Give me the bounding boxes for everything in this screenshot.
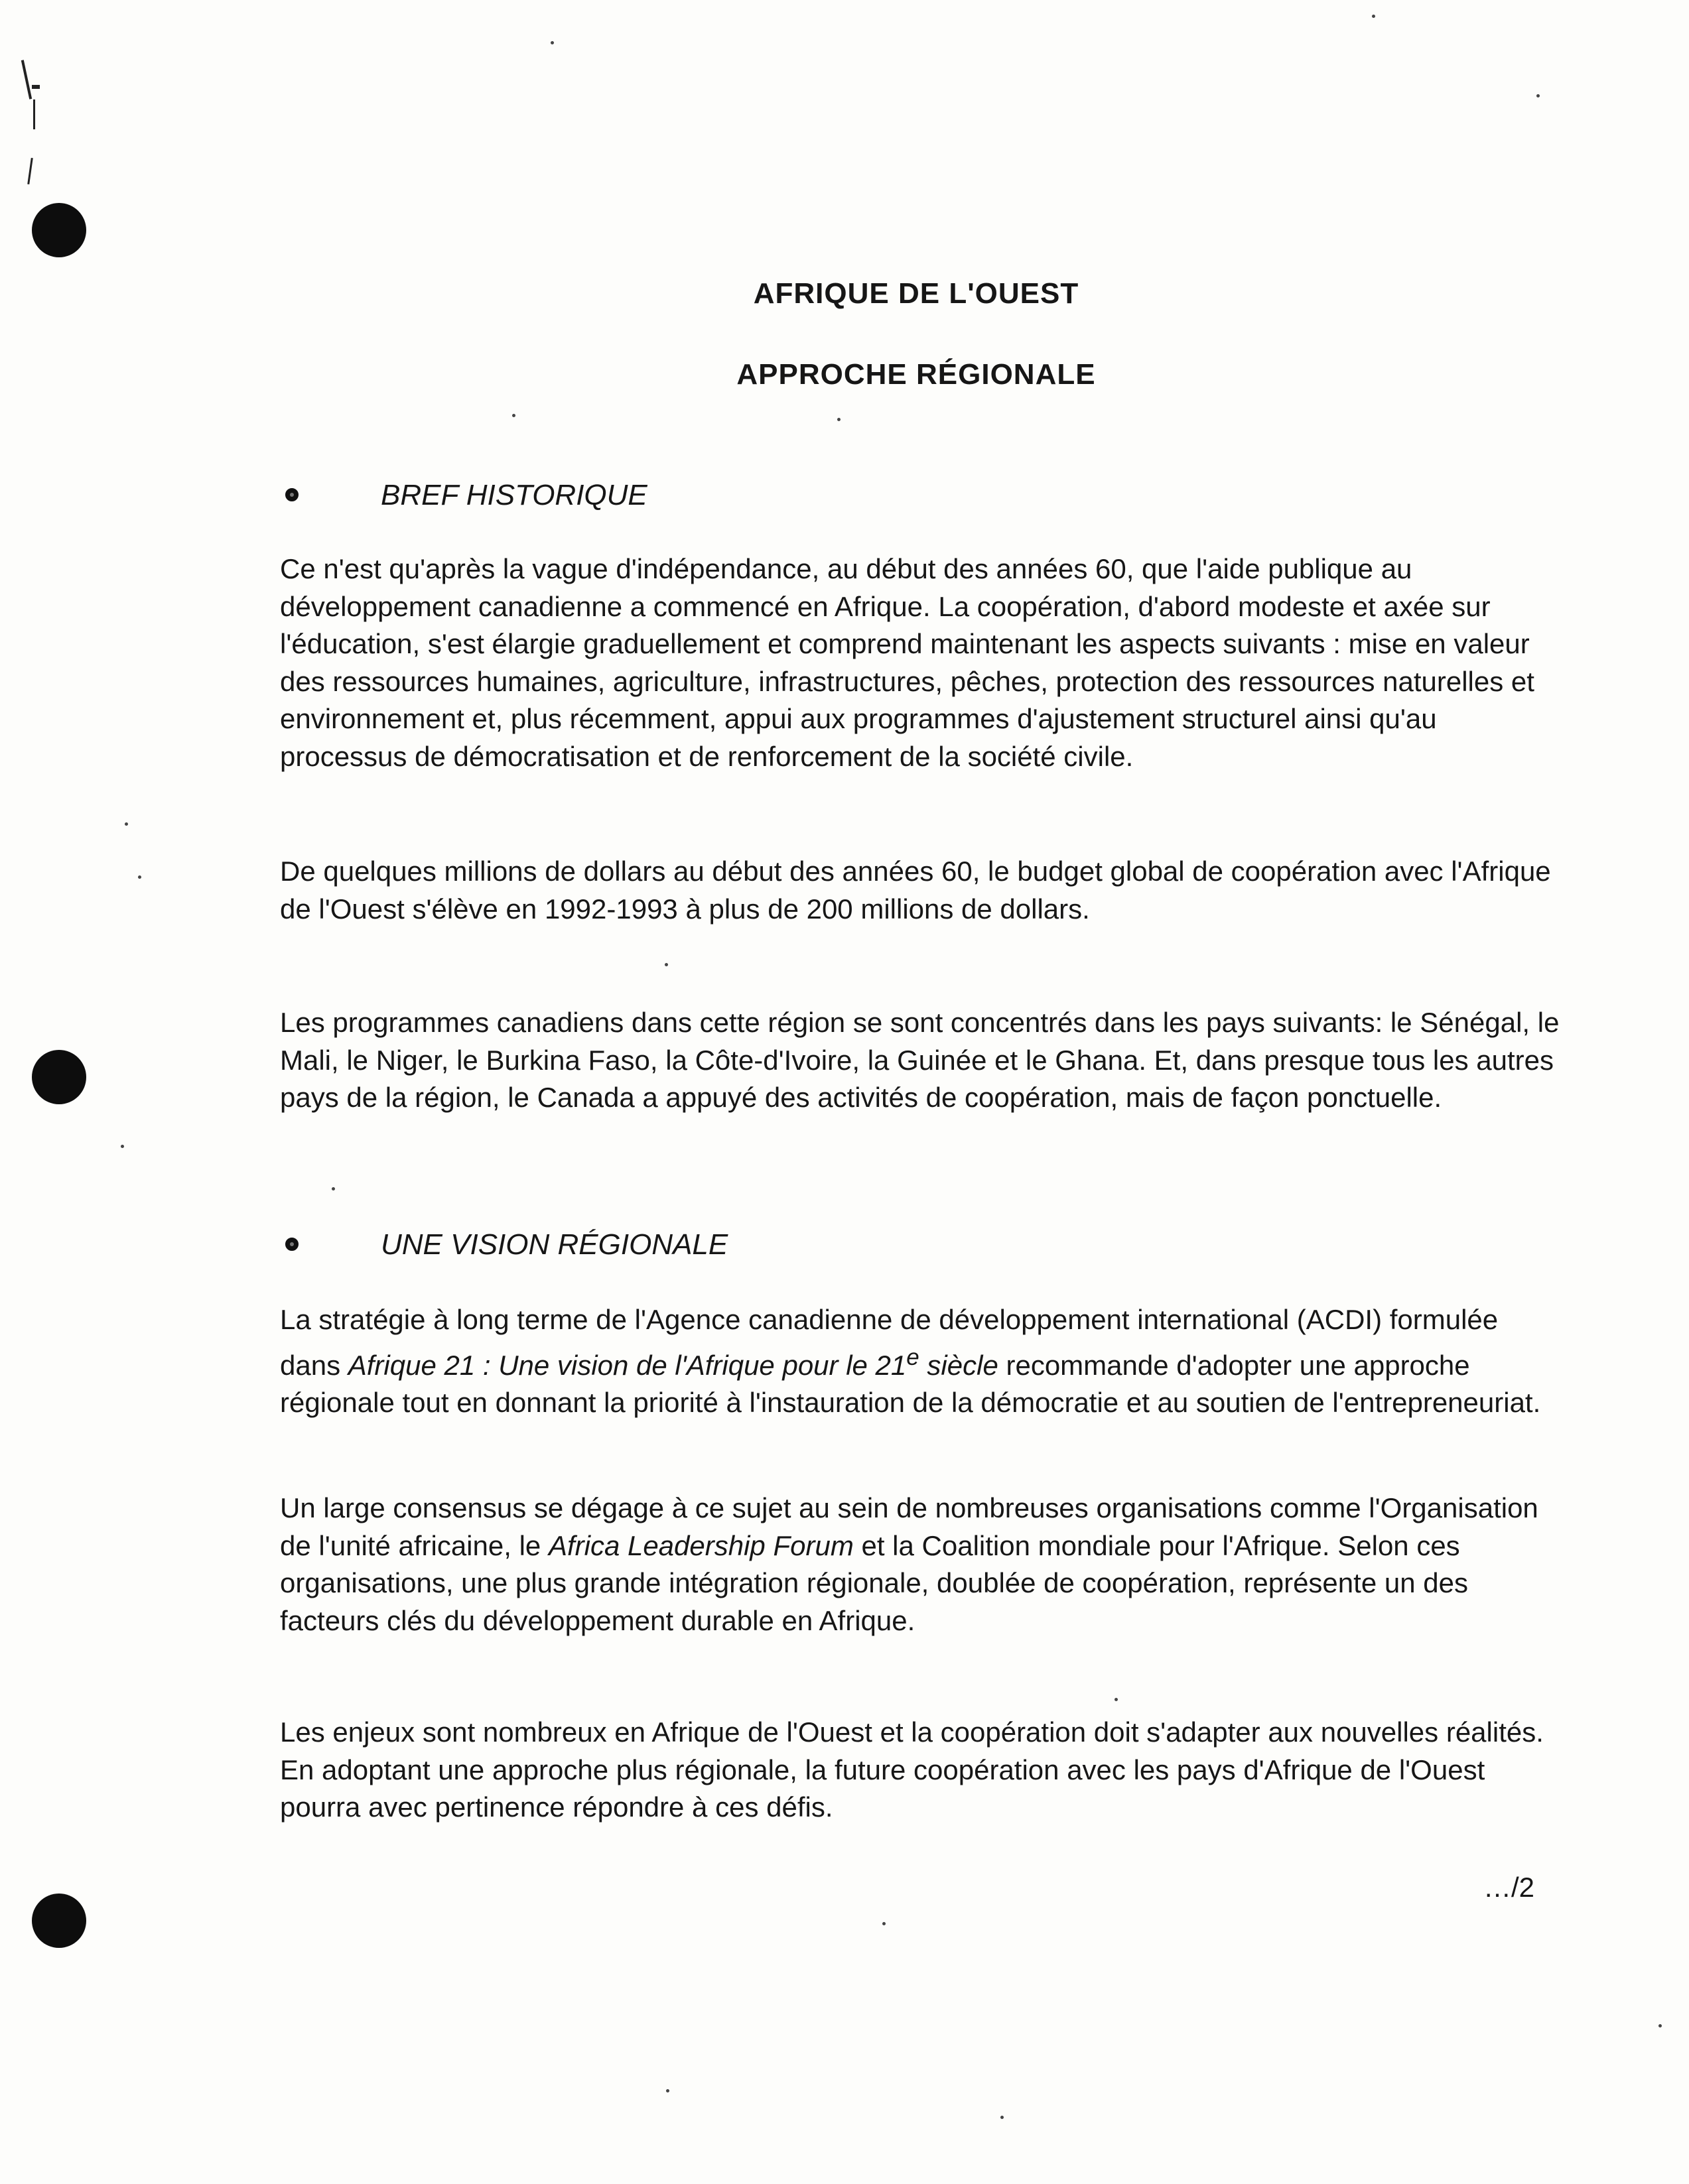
scan-speck <box>138 875 141 879</box>
scan-speck <box>666 2089 669 2092</box>
organization-name: Africa Leadership Forum <box>548 1529 854 1561</box>
publication-title: Afrique 21 : Une vision de l'Afrique pour le 21e siècle <box>348 1344 998 1381</box>
section-heading-label: UNE VISION RÉGIONALE <box>381 1228 728 1261</box>
scan-speck <box>882 1922 886 1925</box>
scan-speck <box>125 822 128 826</box>
scan-speck <box>1372 15 1375 18</box>
paragraph-text: Un large consensus se dégage à ce sujet au sein de nombreuses organisations comme l'Organisation de l'unité africaine, le <box>280 1492 1538 1561</box>
paragraph: Les enjeux sont nombreux en Afrique de l'Ouest et la coopération doit s'adapter aux nouvelles réalités. En adoptant une approche plus régionale, la future coopération avec les pays d'Afrique de l'Ouest pourra avec pertinence répondre à ces défis. <box>280 1716 1544 1823</box>
scan-speck <box>1115 1698 1118 1701</box>
section-heading-label: BREF HISTORIQUE <box>381 479 647 511</box>
scan-mark <box>21 60 32 99</box>
paragraph-text: et la Coalition mondiale pour l'Afrique. Selon ces organisations, une plus grande intégration régionale, doublée de coopération, représente un des facteurs clés du développement durable en Afrique. <box>280 1529 1468 1636</box>
punch-hole-top <box>32 203 86 257</box>
superscript: e <box>906 1344 919 1370</box>
scan-speck <box>1536 94 1540 97</box>
paragraph-text: recommande d'adopter une approche régionale tout en donnant la priorité à l'instauration de la démocratie et au soutien de l'entrepreneuriat. <box>280 1349 1541 1418</box>
paragraph-text: La stratégie à long terme de l'Agence canadienne de développement international (ACDI) formulée dans <box>280 1304 1499 1381</box>
bullet-icon <box>285 1238 299 1251</box>
scan-speck <box>551 41 554 44</box>
scan-mark <box>33 99 35 129</box>
paragraph: Ce n'est qu'après la vague d'indépendance, au début des années 60, que l'aide publique au développement canadienne a commencé en Afrique. La coopération, d'abord modeste et axée sur l'éducation, s'est élargie graduellement et comprend maintenant les aspects suivants : mise en valeur des ressources humaines, agriculture, infrastructures, pêches, protection des ressources naturelles et environnement et, plus récemment, appui aux programmes d'ajustement structurel ainsi qu'au processus de démocratisation et de renforcement de la société civile. <box>280 553 1534 772</box>
document-title: AFRIQUE DE L'OUEST <box>753 277 1079 310</box>
paragraph <box>280 1490 1560 1639</box>
scan-speck <box>512 414 515 417</box>
scan-speck <box>332 1187 335 1190</box>
scan-speck <box>1658 2024 1662 2027</box>
scan-speck <box>665 963 668 966</box>
paragraph <box>280 1301 1560 1422</box>
scan-speck <box>121 1145 124 1148</box>
page-continuation: …/2 <box>1483 1872 1535 1903</box>
scan-mark <box>32 85 40 89</box>
bullet-icon <box>285 488 299 501</box>
punch-hole-bottom <box>32 1894 86 1948</box>
paragraph: Les programmes canadiens dans cette région se sont concentrés dans les pays suivants: le Sénégal, le Mali, le Niger, le Burkina Faso, la Côte-d'Ivoire, la Guinée et le Ghana. Et, dans presque tous les autres pays de la région, le Canada a appuyé des activités de coopération, mais de façon ponctuelle. <box>280 1007 1560 1113</box>
document-subtitle: APPROCHE RÉGIONALE <box>736 358 1096 391</box>
punch-hole-middle <box>32 1050 86 1104</box>
paragraph: De quelques millions de dollars au début des années 60, le budget global de coopération avec l'Afrique de l'Ouest s'élève en 1992-1993 à plus de 200 millions de dollars. <box>280 856 1551 925</box>
scan-speck <box>837 418 841 421</box>
scan-speck <box>1000 2116 1004 2119</box>
scan-mark <box>27 158 33 184</box>
